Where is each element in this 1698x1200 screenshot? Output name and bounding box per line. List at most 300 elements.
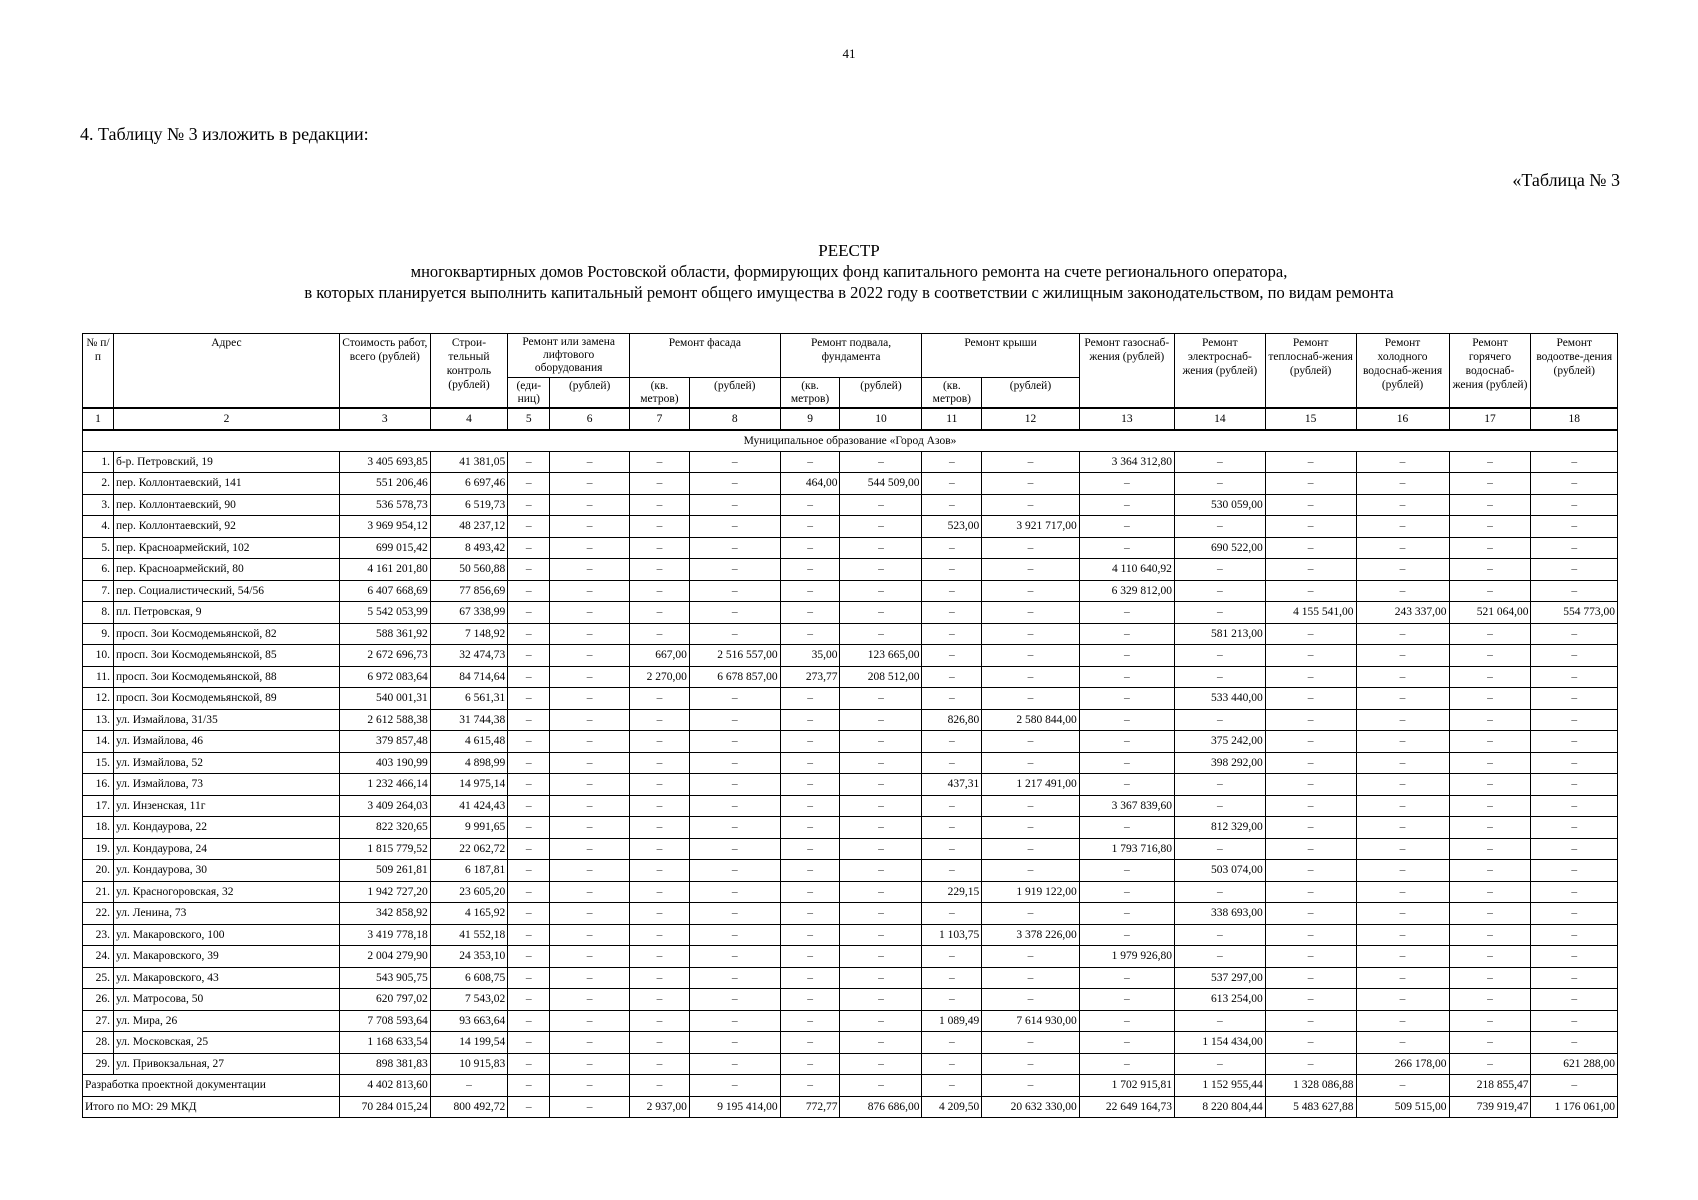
- table-row: [83, 731, 1618, 753]
- row-value: –: [1174, 1053, 1265, 1075]
- row-value: –: [689, 623, 780, 645]
- row-number: 16.: [83, 774, 114, 796]
- row-value: –: [508, 494, 550, 516]
- row-value: 826,80: [922, 709, 982, 731]
- row-value: –: [550, 494, 630, 516]
- row-value: 812 329,00: [1174, 817, 1265, 839]
- row-value: –: [1356, 903, 1449, 925]
- row-value: –: [508, 946, 550, 968]
- row-value: 4 155 541,00: [1265, 602, 1356, 624]
- row-value: –: [630, 494, 690, 516]
- row-value: –: [550, 1032, 630, 1054]
- row-value: –: [550, 516, 630, 538]
- row-address: просп. Зои Космодемьянской, 88: [114, 666, 340, 688]
- table-row: [83, 774, 1618, 796]
- row-value: –: [508, 924, 550, 946]
- row-value: –: [630, 731, 690, 753]
- row-value: –: [922, 623, 982, 645]
- row-value: –: [550, 967, 630, 989]
- row-value: –: [1356, 731, 1449, 753]
- row-value: –: [689, 602, 780, 624]
- row-value: –: [508, 752, 550, 774]
- row-value: –: [780, 752, 840, 774]
- row-number: 21.: [83, 881, 114, 903]
- row-value: –: [1531, 537, 1618, 559]
- row-value: –: [1449, 623, 1531, 645]
- row-address: ул. Матросова, 50: [114, 989, 340, 1011]
- row-value: –: [1449, 860, 1531, 882]
- row-address: пер. Социалистический, 54/56: [114, 580, 340, 602]
- row-value: –: [508, 602, 550, 624]
- total-row-value: 70 284 015,24: [339, 1096, 430, 1118]
- row-value: –: [1079, 924, 1174, 946]
- row-value: –: [1449, 537, 1531, 559]
- header-electric: Ремонт электроснаб-жения (рублей): [1174, 334, 1265, 408]
- row-value: –: [1531, 795, 1618, 817]
- column-number: 7: [630, 408, 690, 430]
- row-number: 19.: [83, 838, 114, 860]
- municipality-row: [83, 430, 1618, 452]
- row-value: –: [982, 602, 1079, 624]
- total-row-value: –: [550, 1096, 630, 1118]
- row-address: ул. Макаровского, 100: [114, 924, 340, 946]
- row-value: –: [1265, 1032, 1356, 1054]
- row-value: 3 378 226,00: [982, 924, 1079, 946]
- row-value: –: [1449, 451, 1531, 473]
- row-value: –: [630, 688, 690, 710]
- registry-table: [82, 333, 1618, 1118]
- row-value: –: [982, 580, 1079, 602]
- row-number: 24.: [83, 946, 114, 968]
- design-docs-row-value: 1 152 955,44: [1174, 1075, 1265, 1097]
- row-value: 22 062,72: [430, 838, 508, 860]
- subheader-roof-rub: (рублей): [982, 378, 1079, 408]
- row-value: 4 165,92: [430, 903, 508, 925]
- row-value: –: [689, 752, 780, 774]
- row-value: –: [550, 881, 630, 903]
- row-value: –: [550, 1053, 630, 1075]
- document-title: [0, 240, 1698, 303]
- table-row: [83, 494, 1618, 516]
- table-row: [83, 967, 1618, 989]
- row-value: –: [630, 795, 690, 817]
- row-value: –: [630, 623, 690, 645]
- row-value: –: [689, 1010, 780, 1032]
- row-value: –: [1449, 559, 1531, 581]
- row-value: 1 815 779,52: [339, 838, 430, 860]
- row-value: –: [508, 666, 550, 688]
- header-lift: Ремонт или замена лифтового оборудования: [508, 334, 630, 378]
- total-row-value: 800 492,72: [430, 1096, 508, 1118]
- row-value: 6 972 083,64: [339, 666, 430, 688]
- row-value: –: [922, 838, 982, 860]
- row-value: –: [1174, 559, 1265, 581]
- row-value: –: [508, 967, 550, 989]
- design-docs-row-value: –: [982, 1075, 1079, 1097]
- row-value: –: [840, 1010, 922, 1032]
- table-row: [83, 860, 1618, 882]
- row-value: –: [550, 623, 630, 645]
- row-value: –: [1174, 645, 1265, 667]
- column-number: 14: [1174, 408, 1265, 430]
- row-value: 1 793 716,80: [1079, 838, 1174, 860]
- table-row: [83, 924, 1618, 946]
- table-row: [83, 451, 1618, 473]
- row-value: –: [1079, 903, 1174, 925]
- row-value: 67 338,99: [430, 602, 508, 624]
- design-docs-row-value: –: [922, 1075, 982, 1097]
- design-docs-row-value: 4 402 813,60: [339, 1075, 430, 1097]
- row-value: –: [922, 967, 982, 989]
- column-number: 18: [1531, 408, 1618, 430]
- row-value: –: [1449, 946, 1531, 968]
- row-value: –: [1531, 924, 1618, 946]
- row-value: –: [1531, 817, 1618, 839]
- table-row: [83, 645, 1618, 667]
- row-value: –: [780, 516, 840, 538]
- row-value: –: [1449, 494, 1531, 516]
- total-row-value: 5 483 627,88: [1265, 1096, 1356, 1118]
- row-value: 521 064,00: [1449, 602, 1531, 624]
- header-coldwater: Ремонт холодного водоснаб-жения (рублей): [1356, 334, 1449, 408]
- row-value: –: [1079, 516, 1174, 538]
- row-value: –: [1531, 559, 1618, 581]
- row-value: –: [630, 817, 690, 839]
- row-value: –: [689, 924, 780, 946]
- subheader-basement-rub: (рублей): [840, 378, 922, 408]
- design-docs-row-value: –: [430, 1075, 508, 1097]
- column-number: 2: [114, 408, 340, 430]
- row-value: –: [780, 1053, 840, 1075]
- row-value: 2 580 844,00: [982, 709, 1079, 731]
- header-address: Адрес: [114, 334, 340, 408]
- row-value: –: [1079, 774, 1174, 796]
- row-value: –: [550, 537, 630, 559]
- row-value: 6 407 668,69: [339, 580, 430, 602]
- row-value: –: [550, 946, 630, 968]
- row-value: 464,00: [780, 473, 840, 495]
- row-value: –: [982, 645, 1079, 667]
- row-value: 1 103,75: [922, 924, 982, 946]
- row-value: –: [508, 1053, 550, 1075]
- row-value: –: [1449, 1010, 1531, 1032]
- row-value: –: [1265, 1053, 1356, 1075]
- total-row-value: 22 649 164,73: [1079, 1096, 1174, 1118]
- row-address: ул. Макаровского, 43: [114, 967, 340, 989]
- design-docs-row-value: –: [1356, 1075, 1449, 1097]
- row-value: –: [1174, 946, 1265, 968]
- row-value: –: [780, 494, 840, 516]
- row-value: –: [780, 881, 840, 903]
- row-address: ул. Кондаурова, 22: [114, 817, 340, 839]
- row-value: –: [1079, 881, 1174, 903]
- subheader-facade-rub: (рублей): [689, 378, 780, 408]
- row-value: –: [922, 989, 982, 1011]
- row-value: –: [1079, 709, 1174, 731]
- row-value: –: [840, 451, 922, 473]
- row-value: –: [630, 580, 690, 602]
- row-value: –: [689, 1032, 780, 1054]
- row-value: –: [1356, 946, 1449, 968]
- row-value: –: [508, 688, 550, 710]
- row-value: –: [840, 516, 922, 538]
- row-value: –: [550, 731, 630, 753]
- column-number: 12: [982, 408, 1079, 430]
- row-value: –: [550, 709, 630, 731]
- intro-text: 4. Таблицу № 3 изложить в редакции:: [80, 124, 369, 144]
- row-address: пер. Коллонтаевский, 141: [114, 473, 340, 495]
- header-cost: Стоимость работ, всего (рублей): [339, 334, 430, 408]
- row-address: пер. Красноармейский, 80: [114, 559, 340, 581]
- row-value: –: [508, 473, 550, 495]
- row-number: 22.: [83, 903, 114, 925]
- table-row: [83, 903, 1618, 925]
- subheader-facade-sqm: (кв. метров): [630, 378, 690, 408]
- row-value: –: [1531, 989, 1618, 1011]
- row-value: –: [840, 752, 922, 774]
- row-value: –: [1356, 623, 1449, 645]
- row-value: –: [1265, 989, 1356, 1011]
- row-value: –: [780, 731, 840, 753]
- row-value: –: [1531, 623, 1618, 645]
- row-value: –: [508, 451, 550, 473]
- row-value: 6 187,81: [430, 860, 508, 882]
- row-value: 540 001,31: [339, 688, 430, 710]
- row-value: 41 424,43: [430, 795, 508, 817]
- row-value: 10 915,83: [430, 1053, 508, 1075]
- row-value: –: [1531, 645, 1618, 667]
- row-value: –: [840, 537, 922, 559]
- row-value: 1 217 491,00: [982, 774, 1079, 796]
- row-value: 536 578,73: [339, 494, 430, 516]
- row-value: –: [840, 989, 922, 1011]
- row-value: –: [840, 602, 922, 624]
- row-value: 24 353,10: [430, 946, 508, 968]
- row-number: 25.: [83, 967, 114, 989]
- row-number: 4.: [83, 516, 114, 538]
- row-value: –: [1531, 860, 1618, 882]
- row-value: 243 337,00: [1356, 602, 1449, 624]
- total-row-value: 4 209,50: [922, 1096, 982, 1118]
- row-value: –: [630, 516, 690, 538]
- row-value: –: [550, 688, 630, 710]
- row-value: –: [1265, 516, 1356, 538]
- row-value: –: [1356, 559, 1449, 581]
- row-value: –: [1449, 1053, 1531, 1075]
- total-row-value: 2 937,00: [630, 1096, 690, 1118]
- row-value: 1 089,49: [922, 1010, 982, 1032]
- row-value: –: [922, 1053, 982, 1075]
- row-value: –: [1449, 795, 1531, 817]
- row-value: –: [922, 860, 982, 882]
- row-value: –: [780, 946, 840, 968]
- row-value: 3 364 312,80: [1079, 451, 1174, 473]
- row-number: 12.: [83, 688, 114, 710]
- row-value: –: [1079, 1053, 1174, 1075]
- row-value: –: [780, 774, 840, 796]
- total-row-value: 20 632 330,00: [982, 1096, 1079, 1118]
- row-value: 667,00: [630, 645, 690, 667]
- row-number: 27.: [83, 1010, 114, 1032]
- title-line-3: в которых планируется выполнить капитальный ремонт общего имущества в 2022 году в соответствии с жилищным законодательством, по видам ремонта: [304, 283, 1394, 302]
- row-value: –: [840, 688, 922, 710]
- row-value: –: [550, 795, 630, 817]
- row-value: –: [840, 817, 922, 839]
- row-value: –: [840, 838, 922, 860]
- row-value: 93 663,64: [430, 1010, 508, 1032]
- row-value: –: [1174, 451, 1265, 473]
- row-value: 1 919 122,00: [982, 881, 1079, 903]
- row-value: –: [780, 580, 840, 602]
- row-value: –: [1265, 451, 1356, 473]
- column-number: 1: [83, 408, 114, 430]
- row-value: –: [1079, 645, 1174, 667]
- table-row: [83, 559, 1618, 581]
- row-value: –: [922, 1032, 982, 1054]
- row-value: –: [922, 688, 982, 710]
- row-value: –: [1449, 774, 1531, 796]
- row-value: –: [1531, 666, 1618, 688]
- row-value: –: [550, 924, 630, 946]
- column-number: 10: [840, 408, 922, 430]
- row-value: –: [840, 774, 922, 796]
- table-row: [83, 666, 1618, 688]
- row-value: –: [1356, 516, 1449, 538]
- row-value: –: [1531, 881, 1618, 903]
- row-value: –: [982, 838, 1079, 860]
- row-address: ул. Московская, 25: [114, 1032, 340, 1054]
- row-value: 2 672 696,73: [339, 645, 430, 667]
- row-value: –: [1174, 795, 1265, 817]
- design-docs-row-value: –: [689, 1075, 780, 1097]
- row-value: –: [1079, 989, 1174, 1011]
- row-value: –: [982, 1032, 1079, 1054]
- row-value: 437,31: [922, 774, 982, 796]
- row-value: –: [1356, 860, 1449, 882]
- row-value: –: [1079, 817, 1174, 839]
- row-number: 7.: [83, 580, 114, 602]
- design-docs-row: [83, 1075, 1618, 1097]
- table-row: [83, 989, 1618, 1011]
- row-address: просп. Зои Космодемьянской, 89: [114, 688, 340, 710]
- row-value: –: [780, 451, 840, 473]
- row-value: –: [982, 1053, 1079, 1075]
- row-value: –: [630, 903, 690, 925]
- row-value: 338 693,00: [1174, 903, 1265, 925]
- row-value: –: [982, 666, 1079, 688]
- title-line-2: многоквартирных домов Ростовской области, формирующих фонд капитального ремонта на счете регионального оператора,: [410, 262, 1288, 281]
- row-value: 266 178,00: [1356, 1053, 1449, 1075]
- design-docs-row-value: –: [508, 1075, 550, 1097]
- row-value: –: [630, 1032, 690, 1054]
- row-value: 6 519,73: [430, 494, 508, 516]
- design-docs-row-value: 218 855,47: [1449, 1075, 1531, 1097]
- row-value: –: [550, 602, 630, 624]
- row-value: –: [780, 537, 840, 559]
- row-value: –: [630, 451, 690, 473]
- row-value: –: [550, 1010, 630, 1032]
- column-numbers-row: [83, 408, 1618, 430]
- row-value: –: [689, 709, 780, 731]
- row-value: 533 440,00: [1174, 688, 1265, 710]
- row-address: ул. Кондаурова, 24: [114, 838, 340, 860]
- row-address: ул. Мира, 26: [114, 1010, 340, 1032]
- row-value: –: [1265, 623, 1356, 645]
- row-value: –: [1079, 473, 1174, 495]
- row-number: 11.: [83, 666, 114, 688]
- row-value: –: [508, 838, 550, 860]
- row-value: –: [1356, 494, 1449, 516]
- row-value: –: [1449, 709, 1531, 731]
- row-value: –: [689, 580, 780, 602]
- row-value: –: [1265, 731, 1356, 753]
- row-value: –: [1265, 709, 1356, 731]
- row-value: –: [1265, 688, 1356, 710]
- row-value: –: [550, 774, 630, 796]
- row-value: 5 542 053,99: [339, 602, 430, 624]
- row-number: 14.: [83, 731, 114, 753]
- column-number: 9: [780, 408, 840, 430]
- row-address: ул. Ленина, 73: [114, 903, 340, 925]
- row-value: 403 190,99: [339, 752, 430, 774]
- row-value: 41 381,05: [430, 451, 508, 473]
- row-value: –: [1531, 838, 1618, 860]
- row-value: –: [689, 903, 780, 925]
- row-value: –: [780, 817, 840, 839]
- row-value: –: [1265, 860, 1356, 882]
- row-value: 509 261,81: [339, 860, 430, 882]
- row-number: 13.: [83, 709, 114, 731]
- design-docs-row-value: –: [840, 1075, 922, 1097]
- column-number: 17: [1449, 408, 1531, 430]
- row-value: –: [689, 881, 780, 903]
- row-value: 690 522,00: [1174, 537, 1265, 559]
- column-number: 6: [550, 408, 630, 430]
- row-value: 35,00: [780, 645, 840, 667]
- row-value: 554 773,00: [1531, 602, 1618, 624]
- row-value: –: [689, 838, 780, 860]
- row-value: –: [1265, 1010, 1356, 1032]
- row-value: –: [550, 817, 630, 839]
- row-number: 26.: [83, 989, 114, 1011]
- row-value: –: [922, 602, 982, 624]
- row-value: –: [1449, 645, 1531, 667]
- column-number: 8: [689, 408, 780, 430]
- row-value: 273,77: [780, 666, 840, 688]
- row-value: –: [1449, 516, 1531, 538]
- header-control: Строи-тельный контроль (рублей): [430, 334, 508, 408]
- column-number: 15: [1265, 408, 1356, 430]
- row-value: –: [1449, 1032, 1531, 1054]
- row-value: –: [1265, 752, 1356, 774]
- row-value: –: [550, 989, 630, 1011]
- row-value: –: [630, 559, 690, 581]
- design-docs-row-value: 1 328 086,88: [1265, 1075, 1356, 1097]
- row-value: 537 297,00: [1174, 967, 1265, 989]
- row-value: –: [689, 559, 780, 581]
- row-value: 621 288,00: [1531, 1053, 1618, 1075]
- row-value: –: [1356, 709, 1449, 731]
- row-value: 4 110 640,92: [1079, 559, 1174, 581]
- table-row: [83, 838, 1618, 860]
- row-value: –: [630, 838, 690, 860]
- row-value: –: [689, 860, 780, 882]
- row-value: –: [1449, 838, 1531, 860]
- row-value: –: [508, 580, 550, 602]
- row-number: 29.: [83, 1053, 114, 1075]
- row-value: –: [630, 860, 690, 882]
- subheader-lift-rub: (рублей): [550, 378, 630, 408]
